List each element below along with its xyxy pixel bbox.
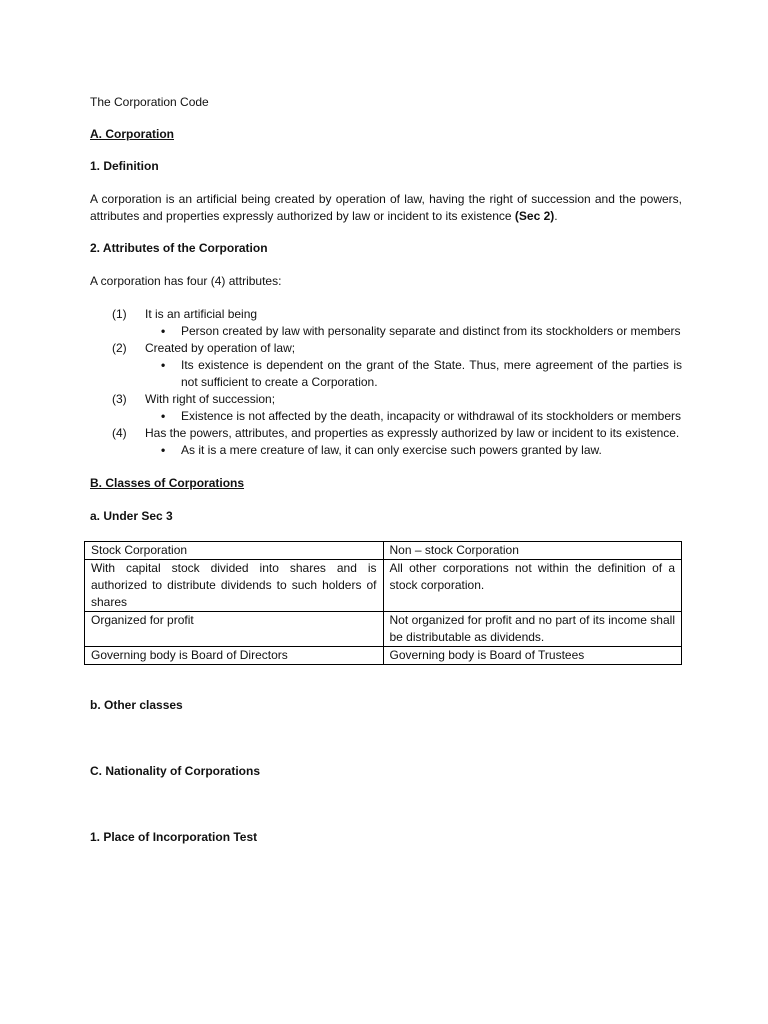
bullet-icon: • [161,324,166,338]
attribute-item [90,340,682,391]
table-header-row [85,542,682,560]
table-header-cell: Stock Corporation [85,542,384,560]
attribute-number: (1) [112,307,127,321]
definition-text: A corporation is an artificial being created by operation of law, having the right of succession and the powers, attributes and properties expressly authorized by law or incident to its existence [90,192,682,223]
attribute-bullets [145,442,682,459]
attribute-bullet [145,408,682,425]
attribute-bullet-text: Its existence is dependent on the grant of the State. Thus, mere agreement of the parties is not sufficient to create a Corporation. [181,358,682,389]
document-title: The Corporation Code [90,95,209,109]
attribute-bullet-text: As it is a mere creature of law, it can only exercise such powers granted by law. [181,443,602,457]
attribute-bullet-text: Person created by law with personality separate and distinct from its stockholders or members [181,324,681,338]
attribute-text: Has the powers, attributes, and properties as expressly authorized by law or incident to its existence. [145,426,680,440]
table-cell: All other corporations not within the definition of a stock corporation. [383,560,682,612]
definition-heading: 1. Definition [90,159,159,173]
attribute-bullet [145,442,682,459]
attribute-bullet [145,323,682,340]
table-cell: Governing body is Board of Directors [85,647,384,665]
definition-reference: (Sec 2) [514,209,555,223]
attribute-item [90,425,682,459]
attribute-text: It is an artificial being [145,307,258,321]
attribute-text: With right of succession; [145,392,276,406]
other-classes-heading: b. Other classes [90,698,183,712]
attribute-bullets [145,357,682,391]
table-cell: Governing body is Board of Trustees [383,647,682,665]
bullet-icon: • [161,443,166,457]
under-sec-3-heading: a. Under Sec 3 [90,509,173,523]
definition-end: . [554,209,558,223]
attribute-bullet-text: Existence is not affected by the death, incapacity or withdrawal of its stockholders or members [181,409,682,423]
corporation-classes-table [84,541,682,665]
place-of-incorporation-heading: 1. Place of Incorporation Test [90,830,258,844]
attribute-bullet [145,357,682,391]
document-page [90,94,682,846]
table-row [85,647,682,665]
table-cell: Not organized for profit and no part of its income shall be distributable as dividends. [383,612,682,647]
attribute-item [90,306,682,340]
table-cell: With capital stock divided into shares and is authorized to distribute dividends to such holders of shares [85,560,384,612]
table-row [85,612,682,647]
attribute-text: Created by operation of law; [145,341,296,355]
attribute-number: (4) [112,426,127,440]
attribute-number: (3) [112,392,127,406]
attribute-item [90,391,682,425]
table-header-cell: Non – stock Corporation [383,542,682,560]
attributes-list [90,306,682,459]
table-row [85,560,682,612]
attributes-heading: 2. Attributes of the Corporation [90,241,268,255]
section-a-heading: A. Corporation [90,127,174,141]
definition-paragraph [90,191,682,225]
attribute-number: (2) [112,341,127,355]
attribute-bullets [145,408,682,425]
section-b-heading: B. Classes of Corporations [90,476,245,490]
bullet-icon: • [161,409,166,423]
attribute-bullets [145,323,682,340]
section-c-heading: C. Nationality of Corporations [90,764,261,778]
bullet-icon: • [161,358,166,372]
table-cell: Organized for profit [85,612,384,647]
attributes-intro: A corporation has four (4) attributes: [90,274,282,288]
